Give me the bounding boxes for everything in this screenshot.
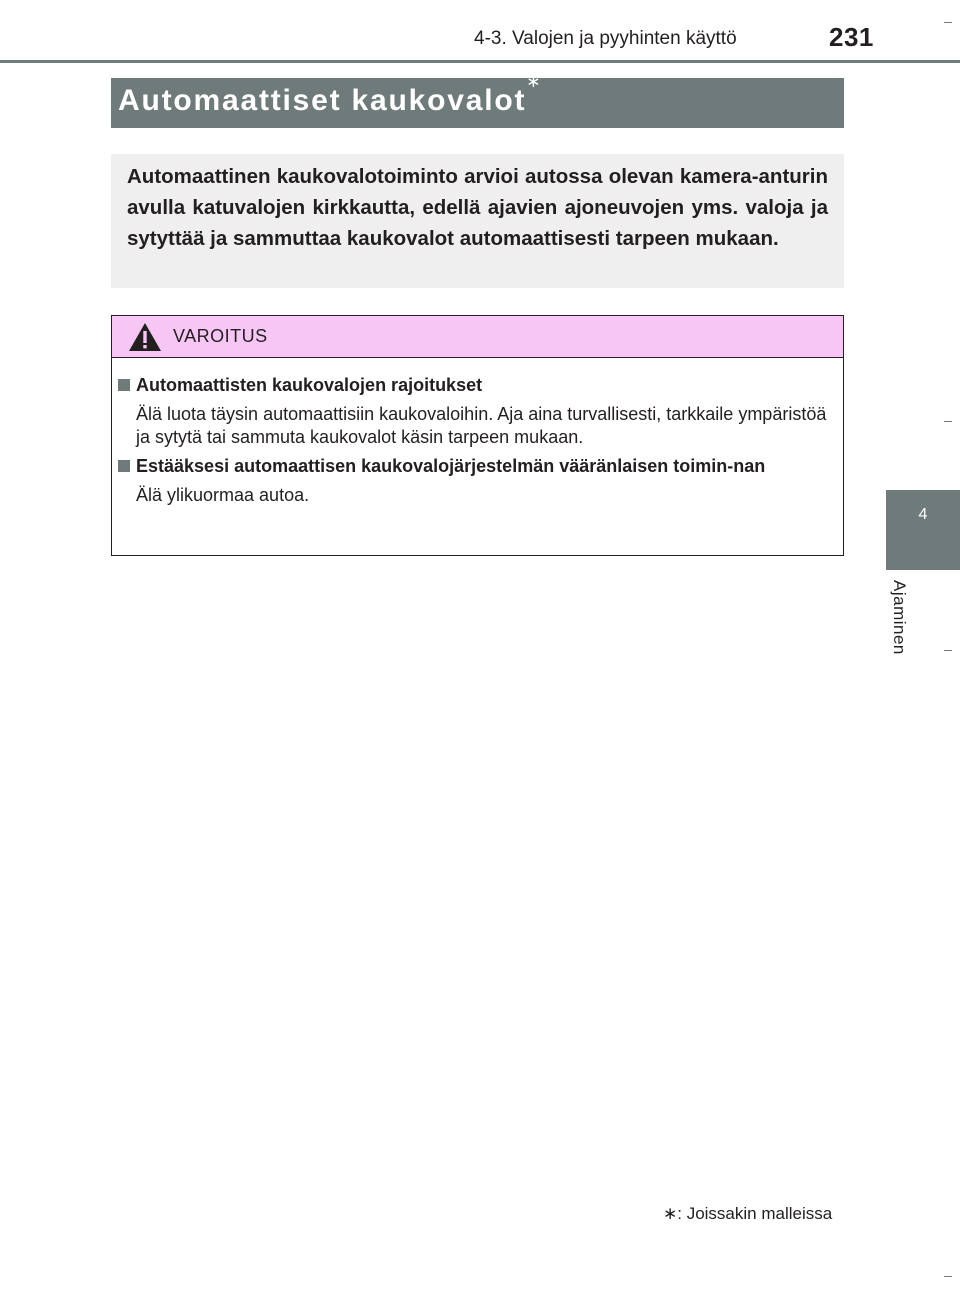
- warning-item-heading-text: Automaattisten kaukovalojen rajoitukset: [136, 375, 483, 395]
- crop-mark: [944, 22, 952, 23]
- section-heading-bar: [111, 72, 844, 128]
- warning-item: [118, 455, 837, 507]
- warning-item-heading: [118, 374, 837, 397]
- crop-mark: [944, 650, 952, 651]
- crop-mark: [944, 1276, 952, 1277]
- warning-item-text: Älä ylikuormaa autoa.: [136, 485, 310, 505]
- warning-triangle-icon: [128, 322, 162, 352]
- warning-item-heading: [118, 455, 837, 478]
- chapter-tab: [886, 490, 960, 570]
- warning-header: [112, 316, 843, 358]
- footnote: ∗: Joissakin malleissa: [663, 1204, 833, 1223]
- crop-mark: [944, 421, 952, 422]
- intro-paragraph: Automaattinen kaukovalotoiminto arvioi autossa olevan kamera-anturin avulla katuvalojen kirkkautta, edellä ajavien ajoneuvojen yms. valoja ja sytyttää ja sammuttaa kaukovalot automaattisesti tarpeen mukaan.: [111, 154, 844, 288]
- warning-title: VAROITUS: [173, 326, 268, 346]
- chapter-label: Ajaminen: [890, 580, 909, 655]
- chapter-number: 4: [918, 506, 928, 523]
- warning-item-heading-text: Estääksesi automaattisen kaukovalojärjestelmän vääränlaisen toimin-nan: [136, 456, 766, 476]
- warning-item-text: Älä luota täysin automaattisiin kaukovaloihin. Aja aina turvallisesti, tarkkaile ympäristöä ja sytytä tai sammuta kaukovalot käsin tarpeen mukaan.: [136, 404, 827, 447]
- section-heading: Automaattiset kaukovalot: [118, 84, 527, 117]
- footnote-marker: ∗: [526, 72, 541, 91]
- warning-body: [112, 358, 843, 507]
- header-divider: [0, 60, 960, 63]
- section-title: 4-3. Valojen ja pyyhinten käyttö: [474, 28, 737, 49]
- warning-box: [111, 315, 844, 556]
- square-bullet-icon: [118, 460, 130, 472]
- square-bullet-icon: [118, 379, 130, 391]
- warning-item: [118, 374, 837, 449]
- page-number: 231: [829, 22, 874, 52]
